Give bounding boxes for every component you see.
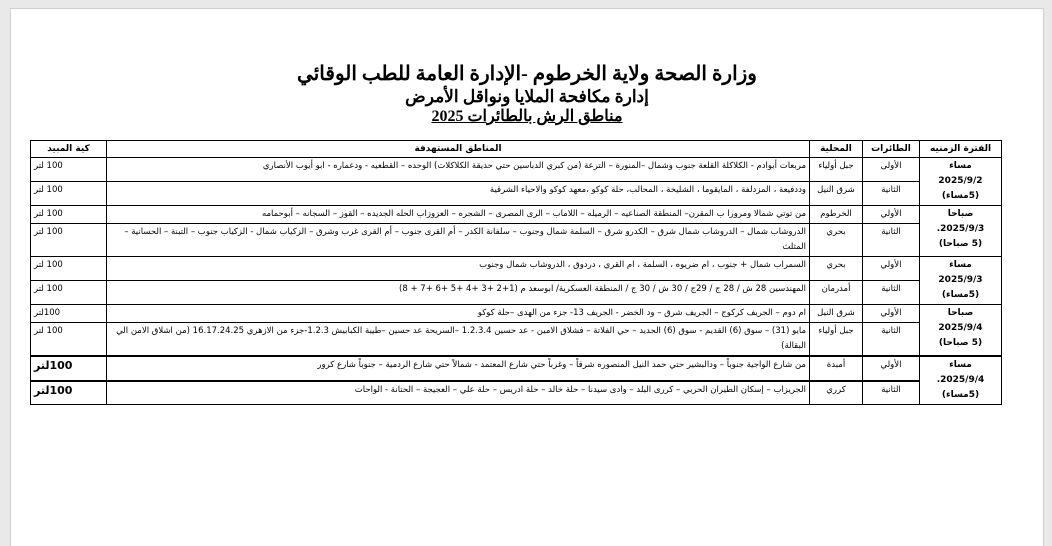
plane-cell: الثانية (863, 224, 920, 257)
table-header-row (31, 141, 1002, 158)
period-date: 2025/9/4. (936, 375, 985, 385)
areas-cell: مايو (31) – سوق (6) القديم - سوق (6) الجديد – حي الفلاتة – فشلاق الامين - عد حسين 1.2.3.4 –السريحة عد حسين –طيبة الكبابيش 1.2.3-جزء من الازهري 16.17.24.25 (من اشلاق الامن الي البقالة) (107, 323, 810, 357)
amount-cell: 100 لتر (31, 182, 107, 206)
period-cell (920, 158, 1002, 206)
areas-cell: مربعات أبوادم - الكلاكلة القلعة جنوب وشمال –المنورة – الترعة (من كبري الدباسين حتي حديقة الكلاكلات) الوحده – القطعيه - ودعماره - ابو أيوب الأنصاري (107, 158, 810, 182)
locality-cell: جبل أولياء (810, 323, 863, 357)
locality-cell: كرري (810, 381, 863, 405)
locality-cell: بحري (810, 257, 863, 281)
header-plane: الطائرات (863, 141, 920, 158)
areas-cell: من شارع الواجية جنوباً – ودالبشير حتي حمد النيل المنصوره شرقاً – وغرباً حتي شارع المعتمد - شمالاً حتي شارع الردمية – جنوباً شارع كرور (107, 356, 810, 381)
period-time: صباحا (947, 308, 974, 318)
areas-cell: الجريزاب – إسكان الطيران الحربي – كررى البلد – وادى سيدنا – حلة خالد – حلة ادريس – حلة علي – العجيجة – الحتانة - الواحات (107, 381, 810, 405)
amount-cell: 100 لتر (31, 206, 107, 224)
locality-cell: شرق النيل (810, 305, 863, 323)
period-hour: (5مساء) (941, 290, 980, 300)
period-time: مساء (949, 260, 972, 270)
amount-cell: 100لتر (31, 305, 107, 323)
period-date: 2025/9/2 (938, 176, 983, 186)
amount-cell: 100 لتر (31, 323, 107, 357)
areas-cell: وددفيعة ، المزدلفة ، المايقوما ، الشليخة ، المحالب، حلة كوكو ،معهد كوكو والاحياء الشرقية (107, 182, 810, 206)
period-cell (920, 206, 1002, 257)
period-hour: (5 صباحا) (938, 239, 983, 249)
period-cell (920, 356, 1002, 405)
areas-cell: المهندسين 28 ش / 28 ج / 29ج / 30 ش / 30 ج / المنطقة العسكرية/ ابوسعد م (1+2 +3 +4 +5 +6 +7 + 8) (107, 281, 810, 305)
ministry-title: وزارة الصحة ولاية الخرطوم -الإدارة العامة للطب الوقائي (297, 63, 757, 85)
table-row (31, 323, 1002, 357)
period-time: مساء (949, 161, 972, 171)
plane-cell: الأولى (863, 158, 920, 182)
plane-cell: الثانية (863, 381, 920, 405)
amount-cell: 100لتر (31, 381, 107, 405)
spraying-schedule-table (30, 140, 1002, 405)
period-time: صباحا (947, 209, 974, 219)
plane-cell: الثانية (863, 182, 920, 206)
header-locality: المحلية (810, 141, 863, 158)
areas-cell: من توتي شمالا ومرورا ب المقرن– المنطقة الصناعيه – الرميله – اللاماب – الرى المصرى – الشجره – العزوزاب الحله الجديده – القوز – السجانه – أبوحمامه (107, 206, 810, 224)
period-cell (920, 305, 1002, 357)
amount-cell: 100 لتر (31, 158, 107, 182)
table-row (31, 305, 1002, 323)
header-amount: كية المبيد (31, 141, 107, 158)
table-row (31, 206, 1002, 224)
period-date: 2025/9/3. (936, 224, 985, 234)
plane-cell: الأولي (863, 257, 920, 281)
amount-cell: 100لتر (31, 356, 107, 381)
table-row (31, 356, 1002, 381)
plane-cell: الأولي (863, 356, 920, 381)
amount-cell: 100 لتر (31, 281, 107, 305)
period-cell (920, 257, 1002, 305)
plane-cell: الأولي (863, 305, 920, 323)
plane-cell: الأولي (863, 206, 920, 224)
amount-cell: 100 لتر (31, 224, 107, 257)
document-header (11, 63, 1043, 127)
locality-cell: شرق النيل (810, 182, 863, 206)
period-hour: (5مساء) (941, 191, 980, 201)
plane-cell: الثانية (863, 323, 920, 357)
amount-cell: 100 لتر (31, 257, 107, 281)
department-title: إدارة مكافحة الملايا ونواقل الأمرض (405, 87, 649, 106)
locality-cell: الخرطوم (810, 206, 863, 224)
table-row (31, 257, 1002, 281)
areas-cell: السمراب شمال + جنوب ، ام ضريوه ، السلمة ، ام القري ، دردوق ، الدروشاب شمال وجنوب (107, 257, 810, 281)
table-row (31, 224, 1002, 257)
areas-cell: ام دوم – الجريف كركوج – الجريف شرق – ود الخضر - الجريف 13- جزء من الهدى –حلة كوكو (107, 305, 810, 323)
table-row (31, 281, 1002, 305)
locality-cell: أمبدة (810, 356, 863, 381)
locality-cell: أمدرمان (810, 281, 863, 305)
locality-cell: جبل أولياء (810, 158, 863, 182)
table-row (31, 158, 1002, 182)
locality-cell: بحري (810, 224, 863, 257)
period-time: مساء (949, 360, 972, 370)
table-row (31, 381, 1002, 405)
header-areas: المناطق المستهدفة (107, 141, 810, 158)
table-row (31, 182, 1002, 206)
areas-cell: الدروشاب شمال – الدروشاب شمال شرق – الكدرو شرق – السلمة شمال وجنوب – سلفانة الكدر – أم القرى جنوب – أم القرى غرب وشرق – الزكياب شمال - الزكياب جنوب – التبنة – الحسانية – المثلث (107, 224, 810, 257)
period-hour: (5مساء) (941, 390, 980, 400)
period-hour: (5 صباحا) (938, 338, 983, 348)
plane-cell: الثانية (863, 281, 920, 305)
document-subtitle: مناطق الرش بالطائرات 2025 (431, 108, 623, 125)
period-date: 2025/9/3 (938, 275, 983, 285)
period-date: 2025/9/4 (938, 323, 983, 333)
header-period: الفترة الزمنيه (920, 141, 1002, 158)
